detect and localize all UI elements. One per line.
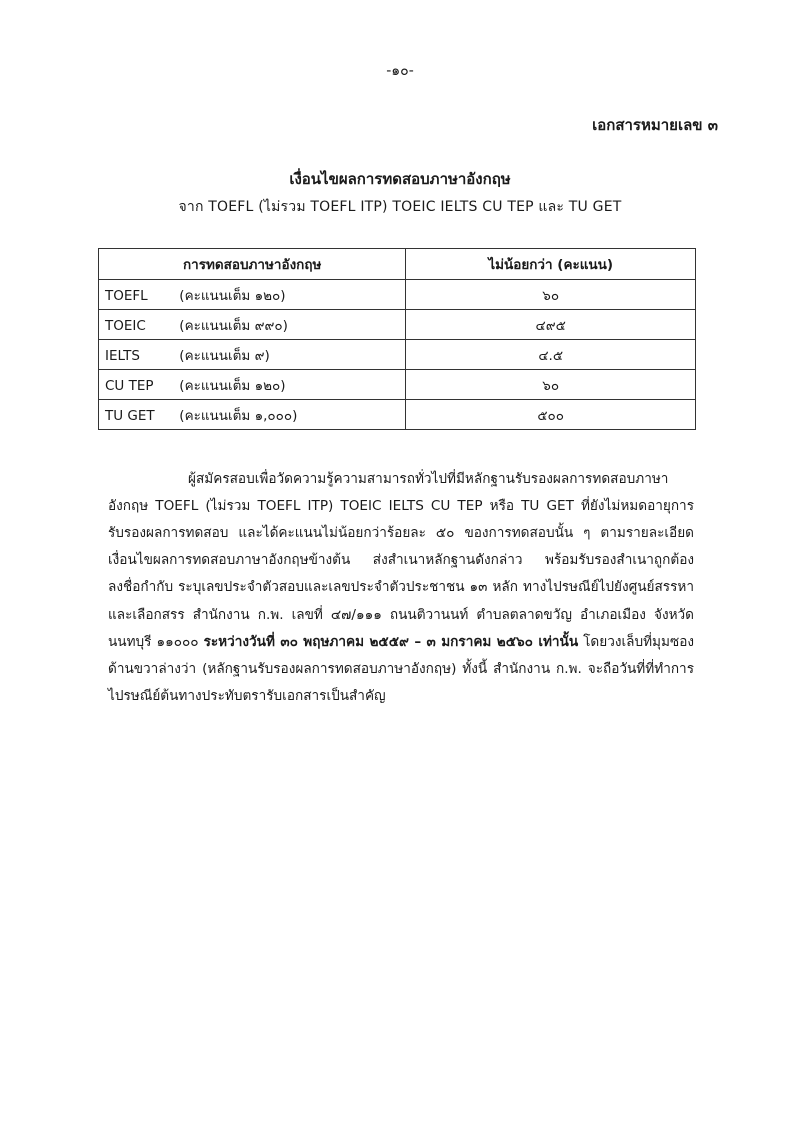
table-row xyxy=(99,280,696,310)
full-score: (คะแนนเต็ม ๑๒๐) xyxy=(179,287,286,304)
table-row xyxy=(99,370,696,400)
test-cell xyxy=(99,370,406,400)
table-row xyxy=(99,340,696,370)
header-test: การทดสอบภาษาอังกฤษ xyxy=(99,249,406,280)
full-score: (คะแนนเต็ม ๑,๐๐๐) xyxy=(179,407,298,424)
instructions-paragraph xyxy=(108,466,694,711)
header-minimum-score: ไม่น้อยกว่า (คะแนน) xyxy=(406,249,696,280)
test-cell xyxy=(99,280,406,310)
minimum-score: ๕๐๐ xyxy=(406,400,696,430)
page-number: -๑๐- xyxy=(386,63,414,79)
minimum-score: ๖๐ xyxy=(406,370,696,400)
test-name: CU TEP xyxy=(105,377,154,394)
paragraph-text-end: โดยวงเล็บที่มุมซองด้านขวาล่างว่า (หลักฐานรับรองผลการทดสอบภาษาอังกฤษ) ทั้งนี้ สำนักงาน ก.พ. จะถือวันที่ที่ทำการไปรษณีย์ต้นทางประทับตรารับเอกสารเป็นสำคัญ xyxy=(108,633,694,705)
submission-period: ระหว่างวันที่ ๓๐ พฤษภาคม ๒๕๕๙ – ๓ มกราคม ๒๕๖๐ เท่านั้น xyxy=(203,633,579,650)
test-cell xyxy=(99,400,406,430)
document-subtitle: จาก TOEFL (ไม่รวม TOEFL ITP) TOEIC IELTS CU TEP และ TU GET xyxy=(178,199,622,215)
paragraph-text: ผู้สมัครสอบเพื่อวัดความรู้ความสามารถทั่วไปที่มีหลักฐานรับรองผลการทดสอบภาษาอังกฤษ TOEFL (ไม่รวม TOEFL ITP) TOEIC IELTS CU TEP หรือ TU GET ที่ยังไม่หมดอายุการรับรองผลการทดสอบ และได้คะแนนไม่น้อยกว่าร้อยละ ๕๐ ของการทดสอบนั้น ๆ ตามรายละเอียดเงื่อนไขผลการทดสอบภาษาอังกฤษข้างต้น ส่งสำเนาหลักฐานดังกล่าว พร้อมรับรองสำเนาถูกต้อง ลงชื่อกำกับ ระบุเลขประจำตัวสอบและเลขประจำตัวประชาชน ๑๓ หลัก ทางไปรษณีย์ไปยังศูนย์สรรหาและเลือกสรร สำนักงาน ก.พ. เลขที่ ๔๗/๑๑๑ ถนนติวานนท์ ตำบลตลาดขวัญ อำเภอเมือง จังหวัดนนทบุรี ๑๑๐๐๐ xyxy=(108,470,694,650)
test-name: IELTS xyxy=(105,347,140,364)
table-row xyxy=(99,400,696,430)
minimum-score: ๔๙๕ xyxy=(406,310,696,340)
score-requirements-table xyxy=(98,248,696,430)
minimum-score: ๖๐ xyxy=(406,280,696,310)
test-cell xyxy=(99,310,406,340)
test-cell xyxy=(99,340,406,370)
full-score: (คะแนนเต็ม ๑๒๐) xyxy=(179,377,286,394)
table-header-row xyxy=(99,249,696,280)
test-name: TOEFL xyxy=(105,287,148,304)
full-score: (คะแนนเต็ม ๙) xyxy=(179,347,270,364)
full-score: (คะแนนเต็ม ๙๙๐) xyxy=(179,317,288,334)
minimum-score: ๔.๕ xyxy=(406,340,696,370)
document-title: เงื่อนไขผลการทดสอบภาษาอังกฤษ xyxy=(289,170,511,188)
document-label: เอกสารหมายเลข ๓ xyxy=(592,116,718,134)
table-row xyxy=(99,310,696,340)
test-name: TU GET xyxy=(105,407,155,424)
test-name: TOEIC xyxy=(105,317,146,334)
